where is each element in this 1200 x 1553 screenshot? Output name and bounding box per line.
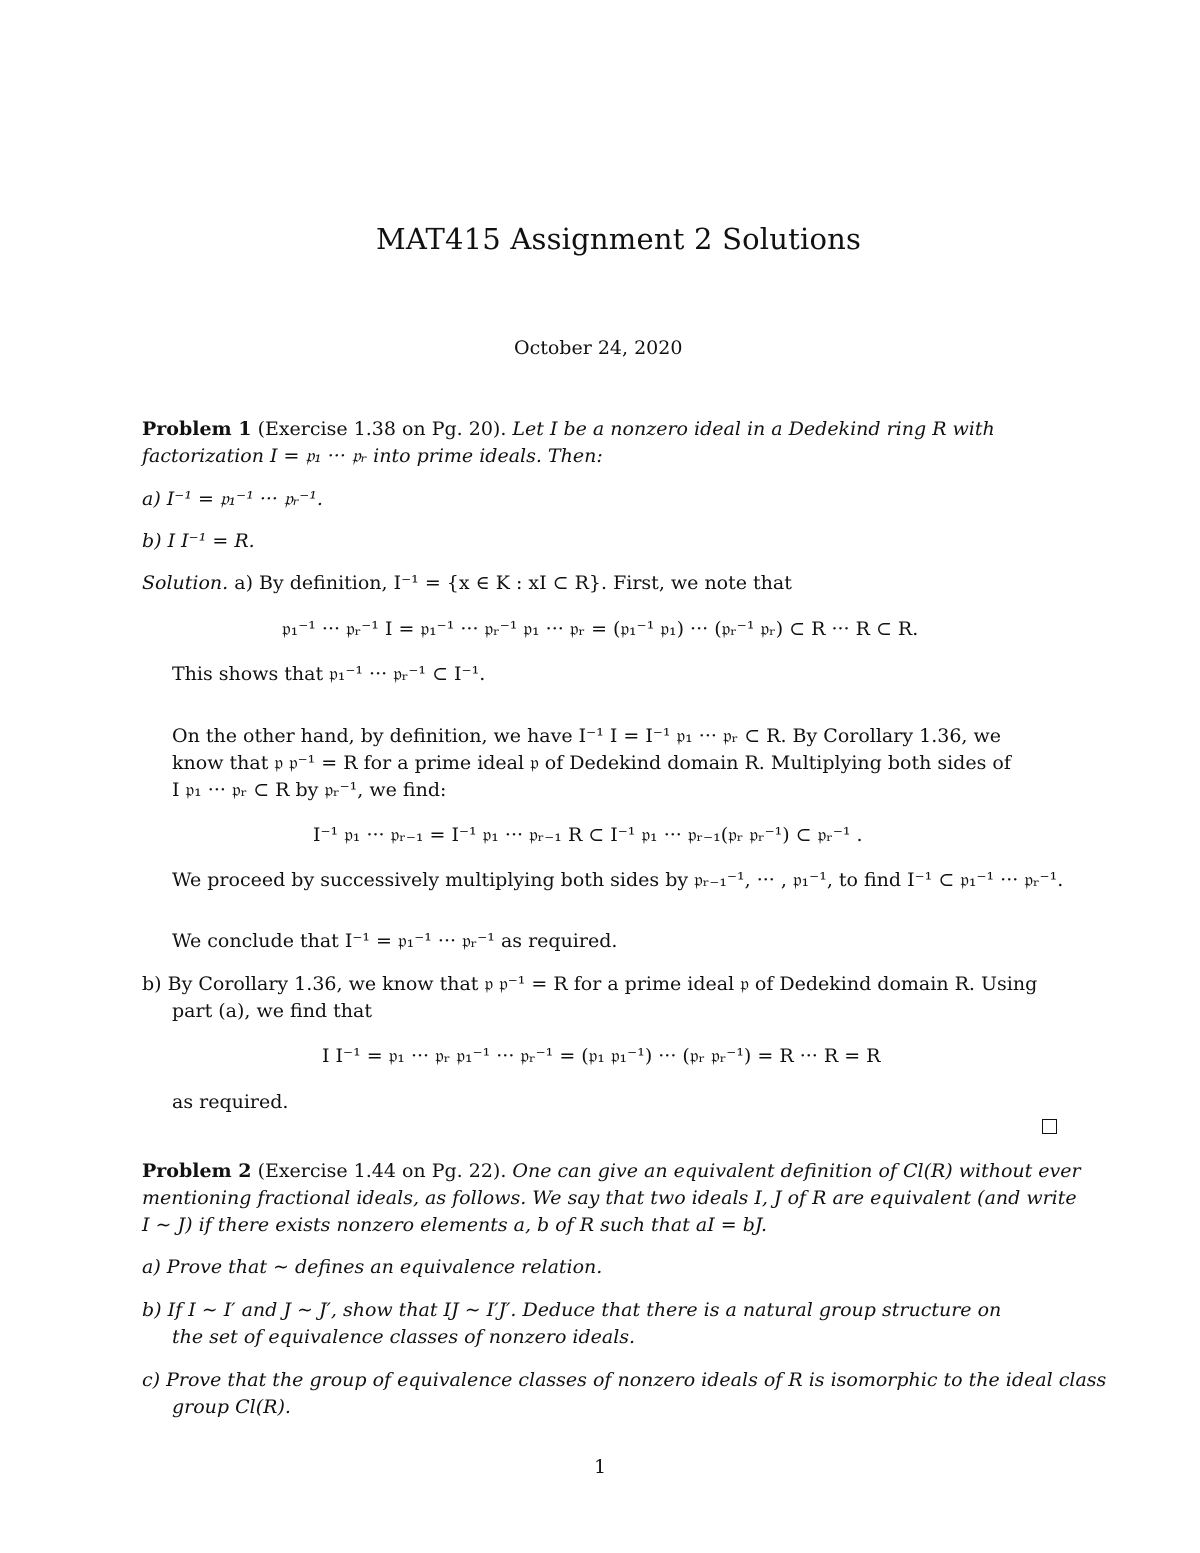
- conclude-line: We conclude that I⁻¹ = 𝔭₁⁻¹ ··· 𝔭ᵣ⁻¹ as required.: [172, 930, 618, 952]
- shows-line: This shows that 𝔭₁⁻¹ ··· 𝔭ᵣ⁻¹ ⊂ I⁻¹.: [172, 663, 486, 685]
- problem-2-label: Problem 2: [142, 1160, 252, 1182]
- part-a-label: a): [142, 488, 161, 510]
- problem-2-statement-line-1: One can give an equivalent definition of Cl(R) without ever: [512, 1160, 1081, 1182]
- problem-2-part-b: [142, 1297, 1001, 1324]
- page-title: MAT415 Assignment 2 Solutions: [376, 222, 862, 256]
- other-hand-line-1: On the other hand, by definition, we have I⁻¹ I = I⁻¹ 𝔭₁ ··· 𝔭ᵣ ⊂ R. By Corollary 1.36, we: [172, 725, 1002, 747]
- solution-intro: [142, 570, 792, 597]
- page-number: 1: [594, 1456, 607, 1478]
- part-b-label: b): [142, 530, 162, 552]
- solution-a-intro: a) By definition, I⁻¹ = {x ∈ K : xI ⊂ R}. First, we note that: [234, 572, 792, 594]
- p2-part-b-text-1: If I ∼ I′ and J ∼ J′, show that IJ ∼ I′J′. Deduce that there is a natural group structure on: [167, 1299, 1002, 1321]
- equation-2: I⁻¹ 𝔭₁ ··· 𝔭ᵣ₋₁ = I⁻¹ 𝔭₁ ··· 𝔭ᵣ₋₁ R ⊂ I⁻¹ 𝔭₁ ··· 𝔭ᵣ₋₁(𝔭ᵣ 𝔭ᵣ⁻¹) ⊂ 𝔭ᵣ⁻¹ .: [313, 824, 863, 846]
- problem-1-label: Problem 1: [142, 418, 252, 440]
- problem-1-statement-line-2: factorization I = 𝔭₁ ··· 𝔭ᵣ into prime ideals. Then:: [142, 445, 603, 467]
- proceed-line: We proceed by successively multiplying both sides by 𝔭ᵣ₋₁⁻¹, ··· , 𝔭₁⁻¹, to find I⁻¹ ⊂ 𝔭₁⁻¹ ··· 𝔭ᵣ⁻¹.: [172, 869, 1064, 891]
- problem-1-reference: (Exercise 1.38 on Pg. 20).: [257, 418, 507, 440]
- solution-b-line-1: b) By Corollary 1.36, we know that 𝔭 𝔭⁻¹ = R for a prime ideal 𝔭 of Dedekind domain R. Using: [142, 973, 1038, 995]
- problem-2-part-a: [142, 1254, 602, 1281]
- part-b-text: I I⁻¹ = R.: [167, 530, 255, 552]
- equation-3: I I⁻¹ = 𝔭₁ ··· 𝔭ᵣ 𝔭₁⁻¹ ··· 𝔭ᵣ⁻¹ = (𝔭₁ 𝔭₁⁻¹) ··· (𝔭ᵣ 𝔭ᵣ⁻¹) = R ··· R = R: [322, 1045, 881, 1067]
- problem-1-part-a: [142, 486, 323, 513]
- problem-2-statement-line-3: I ∼ J) if there exists nonzero elements a, b of R such that aI = bJ.: [142, 1214, 768, 1236]
- document-date: October 24, 2020: [514, 337, 683, 359]
- p2-part-a-text: Prove that ∼ defines an equivalence relation.: [166, 1256, 603, 1278]
- as-required-line: as required.: [172, 1091, 289, 1113]
- p2-part-b-label: b): [142, 1299, 162, 1321]
- problem-1-part-b: [142, 528, 255, 555]
- p2-part-c-label: c): [142, 1369, 161, 1391]
- problem-2-reference: (Exercise 1.44 on Pg. 22).: [257, 1160, 507, 1182]
- problem-2-part-c: [142, 1367, 1106, 1394]
- problem-2-statement-line-2: mentioning fractional ideals, as follows. We say that two ideals I, J of R are equivalent (and write: [142, 1187, 1077, 1209]
- p2-part-b-text-2: the set of equivalence classes of nonzero ideals.: [172, 1326, 636, 1348]
- other-hand-line-3: I 𝔭₁ ··· 𝔭ᵣ ⊂ R by 𝔭ᵣ⁻¹, we find:: [172, 779, 447, 801]
- p2-part-c-text-2: group Cl(R).: [172, 1396, 291, 1418]
- problem-1-header: [142, 416, 995, 443]
- problem-1-statement-line-1: Let I be a nonzero ideal in a Dedekind ring R with: [512, 418, 995, 440]
- other-hand-line-2: know that 𝔭 𝔭⁻¹ = R for a prime ideal 𝔭 of Dedekind domain R. Multiplying both sides of: [172, 752, 1011, 774]
- equation-1: 𝔭₁⁻¹ ··· 𝔭ᵣ⁻¹ I = 𝔭₁⁻¹ ··· 𝔭ᵣ⁻¹ 𝔭₁ ··· 𝔭ᵣ = (𝔭₁⁻¹ 𝔭₁) ··· (𝔭ᵣ⁻¹ 𝔭ᵣ) ⊂ R ··· R ⊂ R.: [282, 618, 919, 640]
- solution-label: Solution.: [142, 572, 229, 594]
- p2-part-c-text-1: Prove that the group of equivalence classes of nonzero ideals of R is isomorphic to the ideal class: [166, 1369, 1107, 1391]
- p2-part-a-label: a): [142, 1256, 161, 1278]
- part-a-text: I⁻¹ = 𝔭₁⁻¹ ··· 𝔭ᵣ⁻¹.: [166, 488, 323, 510]
- solution-b-line-2: part (a), we find that: [172, 1000, 372, 1022]
- qed-square-icon: [1042, 1119, 1057, 1134]
- problem-2-header: [142, 1158, 1081, 1185]
